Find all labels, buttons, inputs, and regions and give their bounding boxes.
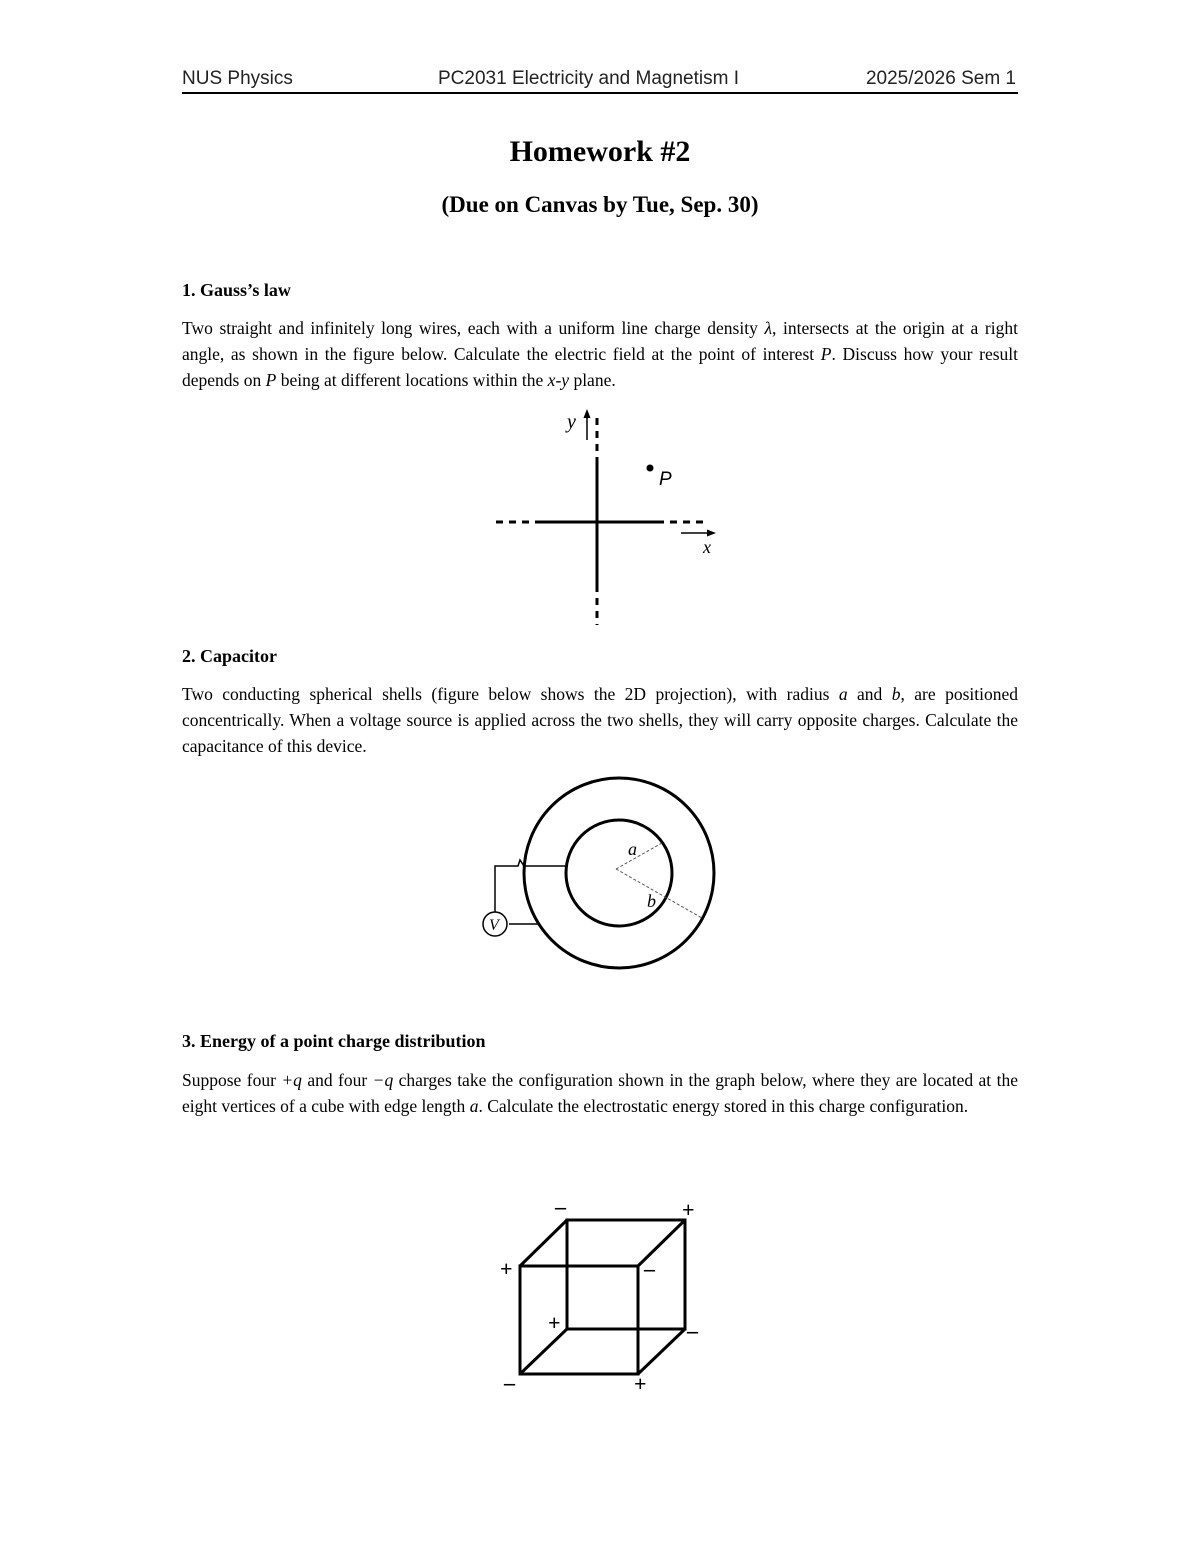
charge-back-bottom-right: – (687, 1318, 698, 1343)
problem-2-heading: 2. Capacitor (182, 646, 277, 666)
p3-var-a: a (469, 1096, 479, 1116)
cube-edge-bottom-left (520, 1329, 567, 1374)
p3-text-1: Suppose four (182, 1070, 282, 1090)
p2-text-2: and (847, 684, 892, 704)
header-course: PC2031 Electricity and Magnetism I (438, 68, 739, 89)
header-institution: NUS Physics (182, 68, 293, 89)
header-semester: 2025/2026 Sem 1 (865, 68, 1016, 89)
voltage-source-label: V (489, 917, 499, 934)
p3-text-2: and four (301, 1070, 373, 1090)
p2-var-b: b (891, 684, 901, 704)
charge-front-top-left: + (500, 1256, 513, 1281)
p2-var-a: a (838, 684, 848, 704)
p1-var-p: P (820, 344, 832, 364)
p1-text-3: . Discuss how your result depends on (182, 344, 1018, 390)
charge-back-bottom-left: + (548, 1310, 561, 1335)
p1-text-2: , intersects at the origin at a right angle, as shown in the figure below. Calculate the electric field at the point of interest (182, 318, 1018, 364)
p1-text-1: Two straight and infinitely long wires, each with a uniform line charge density (182, 318, 765, 338)
p2-text-3: , are positioned concentrically. When a voltage source is applied across the two shells, they will carry opposite charges. Calculate the capacitance of this device. (182, 684, 1018, 756)
charge-front-bottom-left: – (504, 1370, 515, 1395)
p3-minus-q: −q (372, 1070, 394, 1090)
charge-back-top-right: + (682, 1197, 695, 1222)
p1-text-5: plane. (569, 370, 616, 390)
charge-back-top-left: – (555, 1194, 566, 1219)
radius-a-label: a (628, 839, 637, 859)
cube-edge-bottom-right (638, 1329, 685, 1374)
point-p-label: P (659, 469, 672, 490)
cube-edge-top-left (520, 1220, 567, 1266)
p1-var-p-2: P (265, 370, 277, 390)
radius-b-label: b (647, 891, 656, 911)
p3-text-4: . Calculate the electrostatic energy stored in this charge configuration. (478, 1096, 969, 1116)
page-title: Homework #2 (509, 135, 691, 168)
x-axis-label: x (703, 537, 711, 557)
y-axis-label: y (567, 411, 576, 433)
problem-3-heading: 3. Energy of a point charge distribution (182, 1031, 486, 1051)
p1-dash: - (555, 370, 562, 390)
p2-text-1: Two conducting spherical shells (figure below shows the 2D projection), with radius (182, 684, 839, 704)
p1-lambda: λ (764, 318, 773, 338)
p1-var-x: x (547, 370, 556, 390)
problem-1-heading: 1. Gauss’s law (182, 280, 291, 300)
p3-text-3: charges take the configuration shown in the graph below, where they are located at the eight vertices of a cube with edge length (182, 1070, 1018, 1116)
p1-var-y: y (561, 370, 570, 390)
charge-front-top-right: – (644, 1256, 655, 1281)
charge-front-bottom-right: + (634, 1371, 647, 1396)
due-date: (Due on Canvas by Tue, Sep. 30) (441, 192, 759, 217)
p3-plus-q: +q (281, 1070, 302, 1090)
p1-text-4: being at different locations within the (276, 370, 548, 390)
